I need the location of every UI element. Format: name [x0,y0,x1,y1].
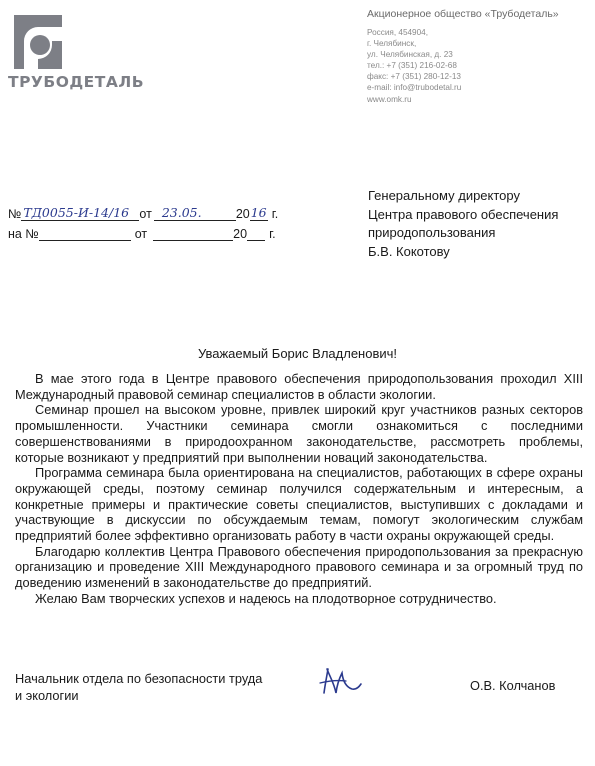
ref-year-field [247,227,265,241]
company-address [367,27,567,105]
handwritten-signature [318,663,364,705]
registration-block [8,201,278,241]
ref-number-label: на № [8,227,39,241]
year-suffix: г. [271,207,279,221]
email-line: e-mail: info@trubodetal.ru [367,83,462,93]
year-field [250,207,268,221]
recipient-line: Генеральному директору [368,188,520,203]
recipient-name: Б.В. Кокотову [368,243,450,259]
from-label: от [139,207,152,221]
ref-year-prefix: 20 [233,227,248,241]
logo-text: ТРУБОДЕТАЛЬ [8,73,145,91]
company-logo [8,15,145,99]
address-line: г. Челябинск, [367,39,417,49]
phone-line: тел.: +7 (351) 216-02-68 [367,61,457,71]
company-name: Акционерное общество «Трубодеталь» [367,8,559,20]
signer-name: О.В. Колчанов [470,678,556,693]
ref-year-suffix: г. [269,227,276,241]
signer-position [15,670,315,704]
date-handwritten: 23.05. [161,205,202,220]
number-field [21,207,139,221]
body-paragraph: Семинар прошел на высоком уровне, привлек широкий круг участников разных секторов промышленности. Участники семинара смогли ознакомиться с последними совершенствованиями в природоохранном законодательстве, рассмотреть проблемы, которые возникают у предприятий при выполнении новаций законодательства. [15,402,583,465]
year-prefix: 20 [235,207,250,221]
number-label: № [8,207,22,221]
company-header [367,8,567,105]
logo-mark-icon [10,15,66,69]
website-line: www.omk.ru [367,94,412,104]
address-line: ул. Челябинская, д. 23 [367,50,453,60]
body-paragraph: В мае этого года в Центре правового обеспечения природопользования проходил XIII Международный правовой семинар специалистов в области экологии. [15,371,583,402]
body-paragraph: Желаю Вам творческих успехов и надеюсь на плодотворное сотрудничество. [35,590,497,606]
year-handwritten: 16 [250,205,267,220]
date-field [154,207,236,221]
address-line: Россия, 454904, [367,28,428,37]
body-paragraph: Благодарю коллектив Центра Правового обеспечения природопользования за прекрасную организацию и проведение XIII Международного правового семинара и за огромный труд по доведению изменений в законодательстве до предприятий. [15,543,583,591]
recipient-block [368,187,558,261]
recipient-line: природопользования [368,225,496,240]
fax-line: факс: +7 (351) 280-12-13 [367,72,461,82]
letter-body [15,371,583,607]
number-handwritten: ТД0055-И-14/16 [23,205,130,220]
ref-date-field [153,227,233,241]
letter-greeting: Уважаемый Борис Владленович! [197,346,398,361]
recipient-line: Центра правового обеспечения [368,206,559,222]
signer-position-line: Начальник отдела по безопасности труда [15,671,263,686]
body-paragraph: Программа семинара была ориентирована на специалистов, работающих в сфере охраны окружающей среды, поэтому семинар получился содержательным и интересным, а конкретные примеры и практические советы специалистов, выступивших с докладами и участвующие в дискуссии по обсуждаемым темам, помогут экологическим службам предприятий более эффективно организовать работу в части охраны окружающей среды. [15,465,583,544]
signer-position-line: и экологии [15,688,79,703]
outgoing-number-line [8,201,278,221]
reference-number-line [8,221,278,241]
ref-number-field [39,227,131,241]
ref-from-label: от [134,227,148,241]
